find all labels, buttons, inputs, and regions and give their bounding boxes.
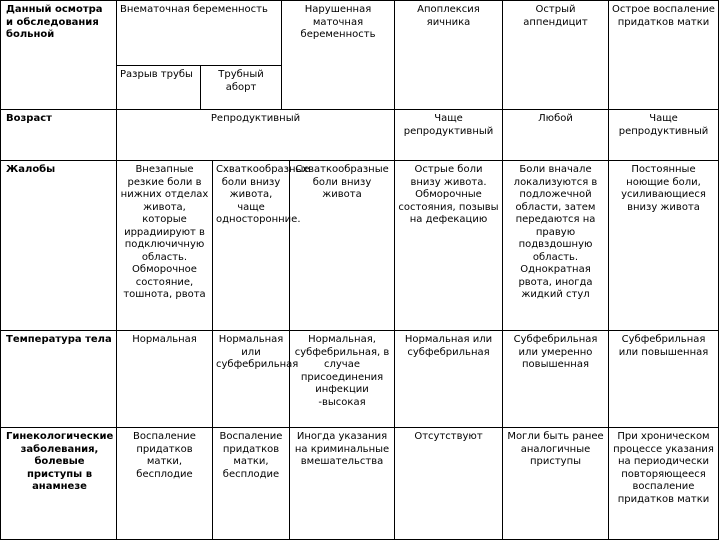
header-ovarian-apoplexy: Апоплексия яичника <box>395 0 503 110</box>
age-reproductive: Репродуктивный <box>117 110 395 161</box>
header-corner: Данный осмотра и обследования больной <box>0 0 117 110</box>
complaints-appendicitis: Боли вначале локализуются в подложечной области, затем передаются на правую подвздошную область. Однократная рвота, иногда жидкий стул <box>503 161 609 331</box>
temperature-apoplexy: Нормальная или субфебрильная <box>395 331 503 428</box>
history-appendicitis: Могли быть ранее аналогичные приступы <box>503 428 609 540</box>
header-tubal-abortion: Трубный аборт <box>201 66 282 110</box>
complaints-abortion: Схваткообразные боли внизу живота, чаще односторонние. <box>213 161 290 331</box>
history-apoplexy: Отсутствуют <box>395 428 503 540</box>
header-ectopic-pregnancy: Внематочная беременность <box>117 0 282 66</box>
row-label-complaints: Жалобы <box>0 161 117 331</box>
age-apoplexy: Чаще репродуктивный <box>395 110 503 161</box>
temperature-rupture: Нормальная <box>117 331 213 428</box>
history-abortion: Воспаление придатков матки, бесплодие <box>213 428 290 540</box>
temperature-adnexitis: Субфебрильная или повышенная <box>609 331 719 428</box>
row-label-history: Гинекологические заболевания, болевые приступы в анамнезе <box>0 428 117 540</box>
temperature-disturbed: Нормальная, субфебрильная, в случае присоединения инфекции -высокая <box>290 331 395 428</box>
header-disturbed-uterine-pregnancy: Нарушенная маточная беременность <box>282 0 395 110</box>
header-acute-adnexitis: Острое воспаление придатков матки <box>609 0 719 110</box>
history-disturbed: Иногда указания на криминальные вмешательства <box>290 428 395 540</box>
complaints-rupture: Внезапные резкие боли в нижних отделах живота, которые иррадиируют в подключичную область. Обморочное состояние, тошнота, рвота <box>117 161 213 331</box>
complaints-disturbed: Схваткообразные боли внизу живота <box>290 161 395 331</box>
row-label-temperature: Температура тела <box>0 331 117 428</box>
age-appendicitis: Любой <box>503 110 609 161</box>
temperature-appendicitis: Субфебрильная или умеренно повышенная <box>503 331 609 428</box>
header-acute-appendicitis: Острый аппендицит <box>503 0 609 110</box>
complaints-apoplexy: Острые боли внизу живота. Обморочные состояния, позывы на дефекацию <box>395 161 503 331</box>
history-rupture: Воспаление придатков матки, бесплодие <box>117 428 213 540</box>
complaints-adnexitis: Постоянные ноющие боли, усиливающиеся внизу живота <box>609 161 719 331</box>
history-adnexitis: При хроническом процессе указания на периодически повторяющееся воспаление придатков матки <box>609 428 719 540</box>
row-label-age: Возраст <box>0 110 117 161</box>
temperature-abortion: Нормальная или субфебрильная <box>213 331 290 428</box>
age-adnexitis: Чаще репродуктивный <box>609 110 719 161</box>
header-tube-rupture: Разрыв трубы <box>117 66 201 110</box>
